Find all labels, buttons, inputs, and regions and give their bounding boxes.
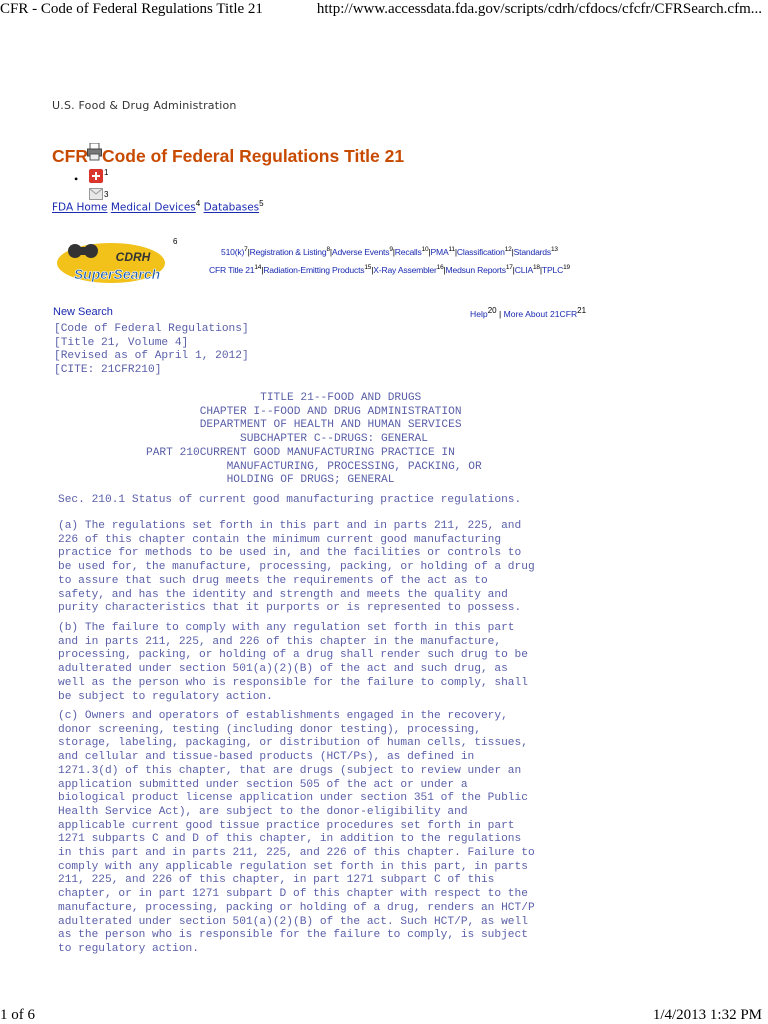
help-ref: 20 (487, 306, 497, 315)
paragraph-b: (b) The failure to comply with any regulation set forth in this part and in parts 211, 225, and 226 of this chapter in the manufacture, processing, packing, or holding of a drug shall render such drug to be adulterated under section 501(a)(2)(B) of the act and such drug, as well as the person who is responsible for the failure to comply, shall be subject to regulatory action. (58, 622, 528, 703)
link-ref: 7 (244, 246, 248, 253)
database-links-row1: $510(k)^7|Registration$ & Listing$^8$|Adverse Events$^9$|Recalls$^{10}$|PMA$^{11}$|Classification$^{12}$|Standards$^{13}$ (221, 246, 558, 257)
nav-medical-devices-ref: 4 (195, 199, 201, 208)
link-recalls[interactable]: Recalls (394, 246, 422, 257)
print-footer-datetime: 1/4/2013 1:32 PM (652, 1007, 762, 1023)
help-links (470, 306, 586, 319)
link-ref: 10 (421, 246, 429, 253)
page-title (52, 146, 404, 167)
paragraph-c: (c) Owners and operators of establishments engaged in the recovery, donor screening, testing (including donor testing), processing, storage, labeling, packaging, or distribution of human cells, tissues, and cellular and tissue-based products (HCT/Ps), as defined in 1271.3(d) of this chapter, that are drugs (subject to review under an application submitted under section 505 of the act or under a biological product license application under section 351 of the Public Health Service Act), are subject to the donor-eligibility and applicable current good tissue practice procedures set forth in part 1271 subparts C and D of this chapter, in addition to the regulations in this part and in parts 211, 225, and 226 of this chapter. Failure to comply with any applicable regulation set forth in this part, in parts 211, 225, and 226 of this chapter, in part 1271 subpart C of this chapter, or in part 1271 subpart D of this chapter with respect to the manufacture, processing, packing or holding of a drug, renders an HCT/P adulterated under section 501(a)(2)(B) of the act. Such HCT/P, as well as the person who is responsible for the failure to comply, is subject to regulatory action. (58, 710, 535, 955)
regulation-heading: TITLE 21--FOOD AND DRUGS CHAPTER I--FOOD AND DRUG ADMINISTRATION DEPARTMENT OF HEALTH AND HUMAN SERVICES SUBCHAPTER C--DRUGS: GENERAL PART 210CURRENT GOOD MANUFACTURING PRACTICE IN MANUFACTURING, PROCESSING, PACKING, OR HOLDING OF DRUGS; GENERAL (146, 392, 482, 487)
database-links-row2: CFR Title $21^{14}|Radiation$-Emitting Products$^{15}$|X-Ray Assembler$^{16}$|Medsun Reports$^{17}$|CLIA$^{18}$|TPLC$^{19}$ (209, 264, 570, 275)
link-ref: 14 (254, 264, 262, 271)
cdrh-supersearch-logo[interactable] (55, 237, 173, 287)
link-tplc[interactable]: TPLC (541, 264, 564, 275)
link-ref: 11 (448, 246, 455, 253)
link-ref: 8 (326, 246, 330, 253)
paragraph-a: (a) The regulations set forth in this part and in parts 211, 225, and 226 of this chapter contain the minimum current good manufacturing practice for methods to be used in, and the facilities or controls to be used for, the manufacture, processing, packing, or holding of a drug to assure that such drug meets the requirements of the act as to safety, and has the identity and strength and meets the quality and purity characteristics that it purports or is represented to possess. (58, 520, 535, 615)
link-classification[interactable]: Classification (456, 246, 505, 257)
link-ref: 12 (504, 246, 512, 253)
agency-name: U.S. Food & Drug Administration (52, 99, 237, 112)
link-radiation-emitting[interactable]: Radiation-Emitting Products (263, 264, 365, 275)
regulation-metadata: [Code of Federal Regulations] [Title 21, Volume 4] [Revised as of April 1, 2012] [CITE: 21CFR210] (54, 323, 249, 377)
link-pma[interactable]: PMA (430, 246, 449, 257)
link-cfr-title-21[interactable]: CFR Title 21 (209, 264, 255, 275)
link-ref: 19 (563, 264, 570, 271)
link-510k[interactable]: 510(k) (221, 246, 245, 257)
print-icon[interactable] (87, 143, 102, 161)
more-about-ref: 21 (577, 306, 587, 315)
page-title-prefix: CFR (52, 146, 88, 166)
logo-line2: SuperSearch (73, 266, 161, 282)
help-separator: | (496, 308, 504, 319)
nav-databases-ref: 5 (259, 199, 264, 208)
link-ref: 15 (364, 264, 372, 271)
nav-fda-home[interactable]: FDA Home (52, 201, 108, 214)
print-header-title: CFR - Code of Federal Regulations Title 21 (0, 1, 263, 17)
link-ref: 16 (436, 264, 444, 271)
link-adverse-events[interactable]: Adverse Events (331, 246, 390, 257)
mail-ref: 3 (104, 190, 109, 199)
print-header-url: http://www.accessdata.fda.gov/scripts/cdrh/cfdocs/cfcfr/CFRSearch.cfm... (316, 1, 762, 17)
link-clia[interactable]: CLIA (514, 264, 534, 275)
print-footer-page: 1 of 6 (0, 1007, 35, 1023)
nav-databases[interactable]: Databases (203, 201, 260, 214)
nav-medical-devices[interactable]: Medical Devices (110, 201, 196, 214)
link-xray-assembler[interactable]: X-Ray Assembler (373, 264, 437, 275)
logo-line1: CDRH (115, 250, 151, 264)
nav-breadcrumb (52, 199, 264, 214)
link-ref: 13 (551, 246, 558, 253)
section-title: Sec. 210.1 Status of current good manufacturing practice regulations. (58, 494, 522, 506)
link-ref: 17 (505, 264, 513, 271)
link-standards[interactable]: Standards (513, 246, 551, 257)
more-about-link[interactable]: More About 21CFR (503, 308, 578, 319)
link-registration-listing[interactable]: Registration & Listing (249, 246, 327, 257)
page-title-text: Code of Federal Regulations Title 21 (101, 146, 405, 166)
email-icon[interactable] (89, 169, 103, 183)
help-link[interactable]: Help (470, 308, 488, 319)
new-search-link[interactable]: New Search (53, 306, 113, 318)
list-bullet: • (74, 172, 79, 186)
logo-ref: 6 (173, 237, 178, 246)
link-medsun-reports[interactable]: Medsun Reports (445, 264, 506, 275)
link-ref: 18 (533, 264, 540, 271)
link-ref: 9 (389, 246, 393, 253)
email-ref: 1 (104, 168, 109, 177)
